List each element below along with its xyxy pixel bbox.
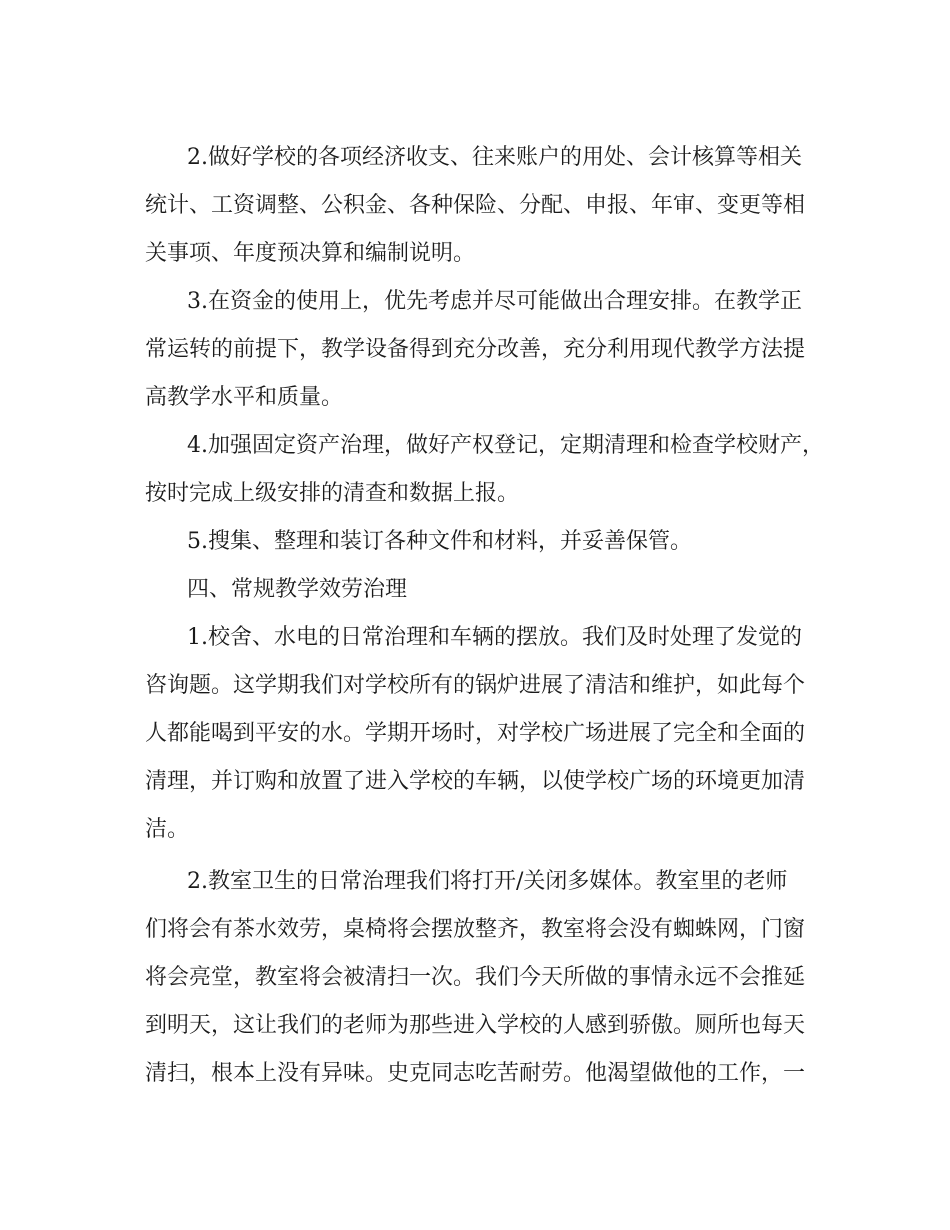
service-2-line-3: 将会亮堂，教室将会被清扫一次。我们今天所做的事情永远不会推延 xyxy=(145,965,806,990)
section-heading: 四、常规教学效劳治理 xyxy=(187,577,408,602)
paragraph-5-line-1: 5.搜集、整理和装订各种文件和材料，并妥善保管。 xyxy=(187,529,692,554)
paragraph-3-line-2: 常运转的前提下，教学设备得到充分改善，充分利用现代教学方法提 xyxy=(145,337,806,362)
service-1-line-5: 洁。 xyxy=(145,817,190,842)
service-1-line-2: 咨询题。这学期我们对学校所有的锅炉进展了清洁和维护，如此每个 xyxy=(145,673,806,698)
paragraph-3-line-3: 高教学水平和质量。 xyxy=(145,385,344,410)
service-2-line-4: 到明天，这让我们的老师为那些进入学校的人感到骄傲。厕所也每天 xyxy=(145,1013,806,1038)
paragraph-4-line-1: 4.加强固定资产治理，做好产权登记，定期清理和检查学校财产， xyxy=(187,433,824,458)
paragraph-3-line-1: 3.在资金的使用上，优先考虑并尽可能做出合理安排。在教学正 xyxy=(187,289,802,314)
paragraph-4-line-2: 按时完成上级安排的清查和数据上报。 xyxy=(145,481,520,506)
paragraph-2-line-1: 2.做好学校的各项经济收支、往来账户的用处、会计核算等相关 xyxy=(187,145,802,170)
service-2-line-2: 们将会有茶水效劳，桌椅将会摆放整齐，教室将会没有蜘蛛网，门窗 xyxy=(145,917,806,942)
service-1-line-1: 1.校舍、水电的日常治理和车辆的摆放。我们及时处理了发觉的 xyxy=(187,625,802,650)
service-1-line-4: 清理，并订购和放置了进入学校的车辆，以使学校广场的环境更加清 xyxy=(145,769,806,794)
service-2-line-1: 2.教室卫生的日常治理我们将打开/关闭多媒体。教室里的老师 xyxy=(187,869,788,894)
paragraph-2-line-2: 统计、工资调整、公积金、各种保险、分配、申报、年审、变更等相 xyxy=(145,193,806,218)
service-1-line-3: 人都能喝到平安的水。学期开场时，对学校广场进展了完全和全面的 xyxy=(145,721,806,746)
paragraph-2-line-3: 关事项、年度预决算和编制说明。 xyxy=(145,241,476,266)
service-2-line-5: 清扫，根本上没有异味。史克同志吃苦耐劳。他渴望做他的工作，一 xyxy=(145,1061,806,1086)
